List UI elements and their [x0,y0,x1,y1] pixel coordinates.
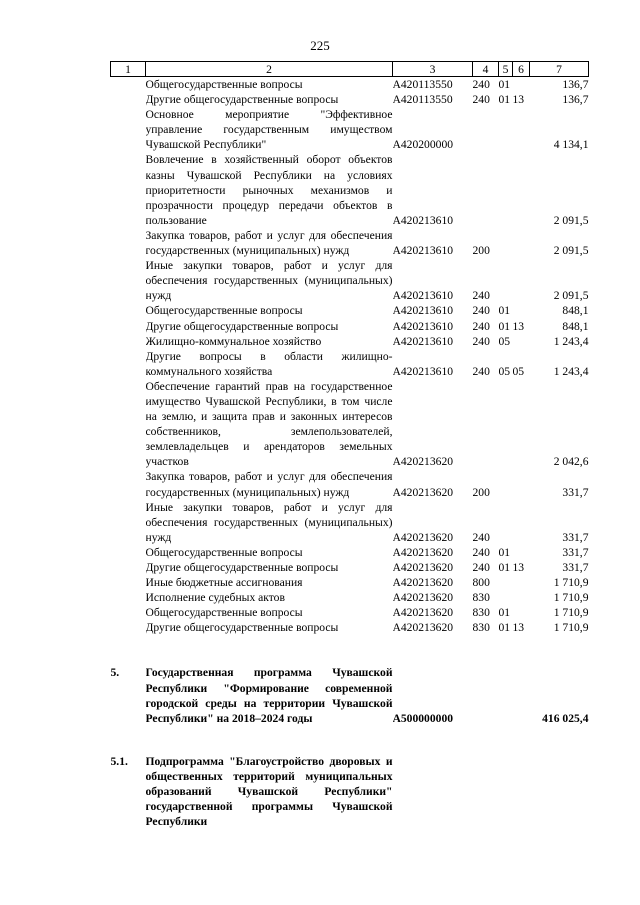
row-number [111,349,146,379]
row-name: Подпрограмма "Благоустройство дворовых и общественных территорий муниципальных образований Чувашской Республики" государственной программы Чувашской Республики [145,754,393,829]
row-sum: 136,7 [562,93,589,107]
row-name: Государственная программа Чувашской Республики "Формирование современной городской среды на территории Чувашской Республики" на 2018–2024 годы [145,666,393,725]
table-row-subprogram [111,754,589,829]
row-expense-type: 800 [472,576,490,590]
row-code [393,754,473,829]
row-name: Закупка товаров, работ и услуг для обеспечения государственных (муниципальных) нужд [145,228,393,258]
page-number: 225 [310,38,330,53]
row-section: 05 [498,334,511,348]
row-code: А420213620 [392,455,454,469]
row-code: А420213620 [392,485,454,499]
row-sum: 416 025,4 [542,711,589,725]
row-number [111,77,146,93]
row-section [499,107,513,152]
row-expense-type: 240 [472,319,490,333]
row-code: А420213620 [392,606,454,620]
row-number [111,228,146,258]
row-sum: 848,1 [562,319,589,333]
row-code: А420213610 [392,334,454,348]
row-subsection [513,605,530,620]
row-section [499,228,513,258]
row-subsection [513,590,530,605]
row-name: Вовлечение в хозяйственный оборот объектов казны Чувашской Республики на условиях приоритетности рыночных механизмов и прозрачности процедур передачи объектов в пользование [145,153,393,227]
row-number [111,303,146,318]
table-row [111,319,589,334]
table-row [111,228,589,258]
row-sum: 1 710,9 [553,621,589,635]
row-subsection [513,258,530,303]
row-expense-type: 240 [472,289,490,303]
table-row [111,500,589,545]
row-name: Общегосударственные вопросы [145,606,303,620]
row-number [111,605,146,620]
row-section [499,258,513,303]
row-code: А420213610 [392,364,454,378]
row-name: Другие общегосударственные вопросы [145,319,339,333]
row-code: А420213620 [392,621,454,635]
row-number [111,107,146,152]
row-expense-type: 200 [472,244,490,258]
row-expense-type: 240 [472,93,490,107]
row-section: 05 [498,364,511,378]
row-number [111,560,146,575]
row-code: А420213620 [392,576,454,590]
row-name: Другие общегосударственные вопросы [145,561,339,574]
row-subsection: 13 [512,621,525,635]
row-name: Другие вопросы в области жилищно-коммунального хозяйства [145,349,393,378]
row-subsection [513,107,530,152]
row-number [111,319,146,334]
row-code: А420213610 [392,213,454,227]
header-cell: 5 [499,62,513,77]
row-name: Основное мероприятие "Эффективное управление государственным имуществом Чувашской Республики" [145,108,393,152]
row-section [499,500,513,545]
row-number [111,379,146,470]
table-row [111,303,589,318]
row-number [111,334,146,349]
row-subsection: 13 [512,93,525,107]
table-row [111,620,589,635]
table-row [111,258,589,303]
row-name: Исполнение судебных актов [145,591,285,605]
row-code: А500000000 [392,711,454,725]
row-subsection [513,228,530,258]
budget-table [110,61,589,829]
row-sum: 331,7 [562,561,589,574]
row-expense-type [473,152,499,227]
row-name: Закупка товаров, работ и услуг для обеспечения государственных (муниципальных) нужд [145,470,393,499]
table-row [111,334,589,349]
row-sum: 331,7 [562,530,589,544]
table-row [111,77,589,93]
table-header-row [111,62,589,77]
header-cell: 1 [111,62,146,77]
row-section [499,590,513,605]
row-section [499,469,513,499]
row-section: 01 [498,606,511,620]
row-expense-type: 240 [472,334,490,348]
row-sum: 1 710,9 [553,576,589,590]
row-code: А420113550 [392,93,453,107]
table-row [111,469,589,499]
row-section: 01 [498,561,511,574]
row-code: А420213620 [392,530,454,544]
row-spacer [111,635,589,665]
row-section [499,754,513,829]
row-code: А420213610 [392,319,454,333]
row-expense-type: 830 [472,591,490,605]
row-name: Другие общегосударственные вопросы [145,93,339,107]
row-expense-type: 240 [472,364,490,378]
table-row [111,379,589,470]
row-sum: 2 091,5 [553,289,589,303]
header-cell: 3 [393,62,473,77]
row-name: Общегосударственные вопросы [145,304,303,318]
row-expense-type: 830 [472,621,490,635]
row-subsection [513,545,530,560]
row-expense-type [473,379,499,470]
table-row [111,605,589,620]
row-subsection [513,665,530,725]
row-name: Другие общегосударственные вопросы [145,621,339,635]
row-code: А420213610 [392,289,454,303]
row-code: А420213620 [392,591,454,605]
row-sum: 4 134,1 [553,138,589,152]
row-number: 5.1. [110,754,128,768]
row-code: А420113550 [392,78,453,91]
row-sum [530,754,589,829]
row-number [111,590,146,605]
row-number [111,500,146,545]
row-code: А420213610 [392,304,454,318]
row-expense-type: 200 [472,485,490,499]
row-subsection [513,77,530,93]
row-subsection [513,379,530,470]
row-sum: 848,1 [562,304,589,318]
table-row [111,152,589,227]
row-section: 01 [498,545,511,559]
row-subsection: 13 [512,319,525,333]
row-sum: 2 042,6 [553,455,589,469]
row-expense-type [473,754,499,829]
row-section: 01 [498,93,511,107]
row-subsection [513,500,530,545]
row-expense-type: 240 [472,304,490,318]
row-name: Общегосударственные вопросы [145,78,303,91]
row-sum: 1 243,4 [553,334,589,348]
row-number [111,258,146,303]
row-expense-type [473,107,499,152]
row-section [499,665,513,725]
row-name: Иные закупки товаров, работ и услуг для обеспечения государственных (муниципальных) нужд [145,259,393,303]
table-row [111,575,589,590]
table-row [111,92,589,107]
header-cell: 2 [146,62,393,77]
row-subsection [513,575,530,590]
row-section: 01 [498,621,511,635]
table-row-program [111,665,589,725]
row-section: 01 [498,304,511,318]
row-section [499,152,513,227]
row-number [111,545,146,560]
row-number: 5. [110,666,120,680]
row-sum: 1 710,9 [553,591,589,605]
header-cell: 7 [530,62,589,77]
row-expense-type [473,665,499,725]
row-sum: 1 710,9 [553,606,589,620]
row-expense-type: 240 [472,545,490,559]
row-subsection [513,754,530,829]
row-spacer [111,726,589,754]
row-name: Жилищно-коммунальное хозяйство [145,334,322,348]
row-expense-type: 240 [472,530,490,544]
row-subsection [513,469,530,499]
row-subsection [513,303,530,318]
row-sum: 136,7 [562,78,589,91]
row-sum: 331,7 [562,545,589,559]
table-row [111,560,589,575]
row-sum: 2 091,5 [553,213,589,227]
row-section [499,575,513,590]
row-name: Иные закупки товаров, работ и услуг для обеспечения государственных (муниципальных) нужд [145,500,393,544]
row-number [111,575,146,590]
row-code: А420200000 [392,138,454,152]
row-section: 01 [498,319,511,333]
row-name: Общегосударственные вопросы [145,545,303,559]
table-row [111,545,589,560]
row-expense-type: 830 [472,606,490,620]
row-number [111,152,146,227]
table-row [111,590,589,605]
table-row [111,107,589,152]
row-number [111,620,146,635]
row-subsection: 13 [512,561,525,574]
row-sum: 331,7 [562,485,589,499]
row-sum: 1 243,4 [553,364,589,378]
row-sum: 2 091,5 [553,244,589,258]
row-subsection [513,334,530,349]
row-subsection: 05 [512,364,525,378]
row-name: Иные бюджетные ассигнования [145,576,303,590]
row-code: А420213620 [392,545,454,559]
row-number [111,469,146,499]
row-code: А420213620 [392,561,454,574]
row-expense-type: 240 [472,561,490,574]
row-section: 01 [498,78,511,91]
row-name: Обеспечение гарантий прав на государственное имущество Чувашской Республики, в том числе на землю, и защита прав и законных интересов собственников, землепользователей, землевладельцев и арендаторов земельных участков [145,379,393,469]
row-code: А420213610 [392,244,454,258]
table-row [111,349,589,379]
row-section [499,379,513,470]
row-number [111,92,146,107]
header-cell: 4 [473,62,499,77]
row-subsection [513,152,530,227]
header-cell: 6 [513,62,530,77]
row-expense-type: 240 [472,78,490,91]
